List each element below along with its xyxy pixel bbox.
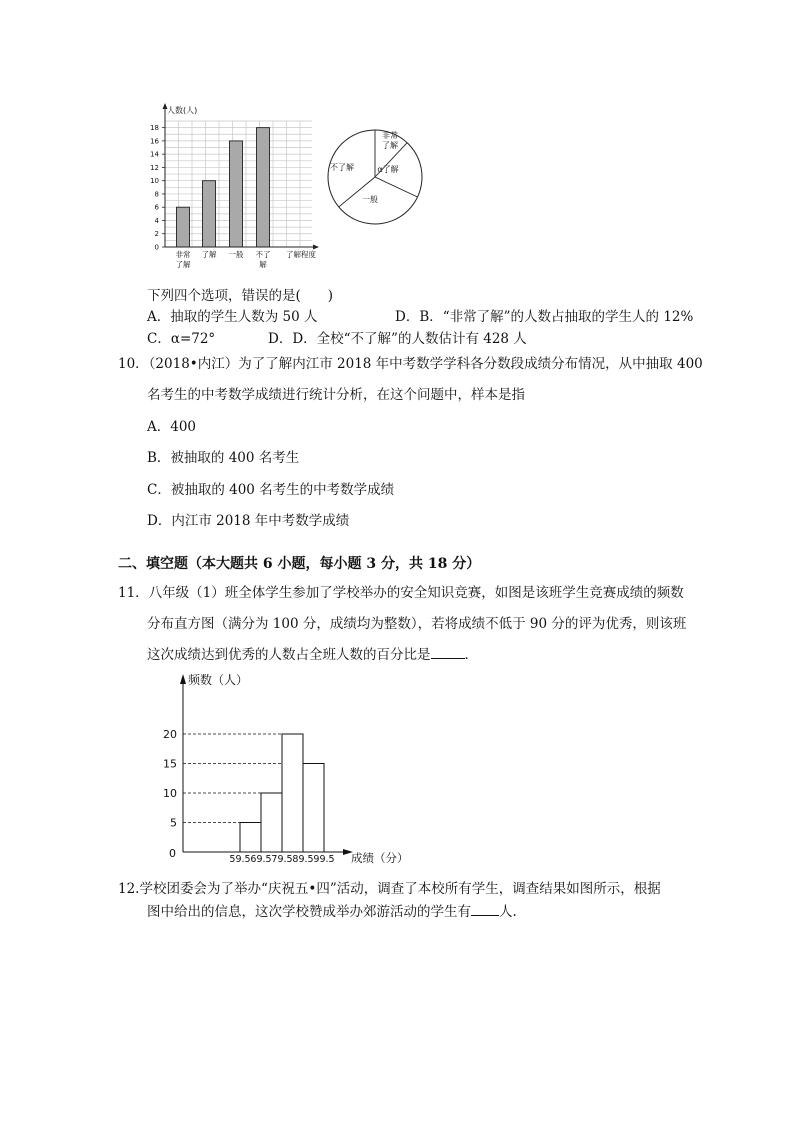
x-axis-label: 成绩（分） [351, 851, 409, 865]
y-tick-label: 16 [150, 137, 159, 146]
q9-option-a[interactable]: A．抽取的学生人数为 50 人 [147, 309, 318, 325]
bar-chart [140, 100, 330, 278]
bar-0 [177, 207, 190, 247]
y-tick-label: 14 [150, 150, 159, 159]
x-axis-arrow [313, 245, 319, 250]
q9-option-c[interactable]: C．α=72° [147, 331, 216, 347]
q12-end: 人. [499, 904, 517, 920]
pie-label-3: 不了解 [330, 163, 354, 172]
pie-chart [320, 122, 430, 232]
answer-blank[interactable] [431, 646, 465, 659]
x-tick-label: 不了 [255, 250, 271, 259]
y-tick-label: 18 [150, 124, 159, 133]
y-tick-label: 10 [150, 177, 159, 186]
q12-stem-line2 [147, 900, 517, 920]
pie-label-2: 一般 [362, 195, 378, 204]
bar-3 [257, 128, 270, 247]
q12-stem-text: 图中给出的信息，这次学校赞成举办郊游活动的学生有 [147, 904, 471, 920]
q10-option-d[interactable]: D．内江市 2018 年中考数学成绩 [147, 513, 350, 529]
y-tick-label: 5 [170, 816, 177, 830]
q11-stem-line3 [147, 643, 478, 663]
q10-stem-line2: 名考生的中考数学成绩进行统计分析，在这个问题中，样本是指 [147, 387, 525, 403]
hist-bar-0 [240, 823, 261, 853]
x-tick-label: 了解 [201, 250, 217, 259]
x-tick-label: 89.5 [292, 854, 314, 865]
y-tick-label: 12 [150, 163, 159, 172]
section-heading: 二、填空题（本大题共 6 小题，每小题 3 分，共 18 分） [118, 556, 481, 572]
origin-label: 0 [169, 847, 176, 860]
y-axis-label: 人数(人) [167, 106, 198, 115]
x-tick-label: 79.5 [271, 854, 293, 865]
x-tick-label: 非常 [175, 250, 191, 259]
y-tick-label: 4 [154, 216, 159, 225]
x-tick-label: 解 [259, 260, 267, 269]
x-tick-label: 一般 [228, 250, 244, 259]
x-tick-label: 69.5 [250, 854, 272, 865]
bar-2 [230, 141, 243, 247]
y-tick-label: 15 [163, 757, 177, 771]
q12-stem-line1: 12.学校团委会为了举办“庆祝五•四”活动，调查了本校所有学生，调查结果如图所示，根据 [118, 881, 661, 897]
pie-label-1: α了解 [377, 165, 399, 174]
y-axis-arrow [180, 674, 186, 684]
y-tick-label: 0 [154, 243, 159, 252]
q9-option-d[interactable]: D．D．全校“不了解”的人数估计有 428 人 [268, 331, 527, 347]
hist-bar-1 [261, 793, 282, 852]
q9-option-b[interactable]: D．B．“非常了解”的人数占抽取的学生人的 12% [395, 309, 694, 325]
q11-stem-line1: 11．八年级（1）班全体学生参加了学校举办的安全知识竞赛，如图是该班学生竞赛成绩的频数 [118, 585, 684, 601]
pie-label-0: 非常 [382, 131, 398, 140]
histogram [155, 670, 425, 868]
q11-stem-text: 这次成绩达到优秀的人数占全班人数的百分比是 [147, 647, 431, 663]
y-tick-label: 8 [154, 190, 159, 199]
bar-1 [203, 181, 216, 247]
hist-bar-3 [303, 764, 324, 853]
x-axis-label: 了解程度 [286, 250, 316, 259]
hist-bar-2 [282, 734, 303, 852]
q10-stem-line1: 10．（2018•内江）为了了解内江市 2018 年中考数学学科各分数段成绩分布情况，从中抽取 400 [118, 356, 703, 372]
y-tick-label: 10 [163, 787, 177, 800]
q11-end: ． [464, 647, 478, 663]
x-tick-label: 了解 [175, 260, 191, 269]
x-tick-label: 99.5 [313, 854, 335, 865]
y-tick-label: 20 [163, 728, 177, 741]
x-tick-label: 59.5 [229, 854, 251, 865]
q9-prompt: 下列四个选项，错误的是( ) [147, 288, 334, 304]
q10-option-c[interactable]: C．被抽取的 400 名考生的中考数学成绩 [147, 482, 395, 498]
q11-stem-line2: 分布直方图（满分为 100 分，成绩均为整数），若将成绩不低于 90 分的评为优秀，则该班 [147, 616, 687, 632]
answer-blank[interactable] [471, 903, 499, 916]
y-tick-label: 2 [154, 230, 159, 239]
q10-option-a[interactable]: A．400 [147, 419, 197, 435]
y-tick-label: 6 [154, 203, 159, 212]
q10-option-b[interactable]: B．被抽取的 400 名考生 [147, 450, 300, 466]
pie-label-0: 了解 [382, 141, 398, 150]
y-axis-label: 频数（人） [188, 673, 249, 687]
